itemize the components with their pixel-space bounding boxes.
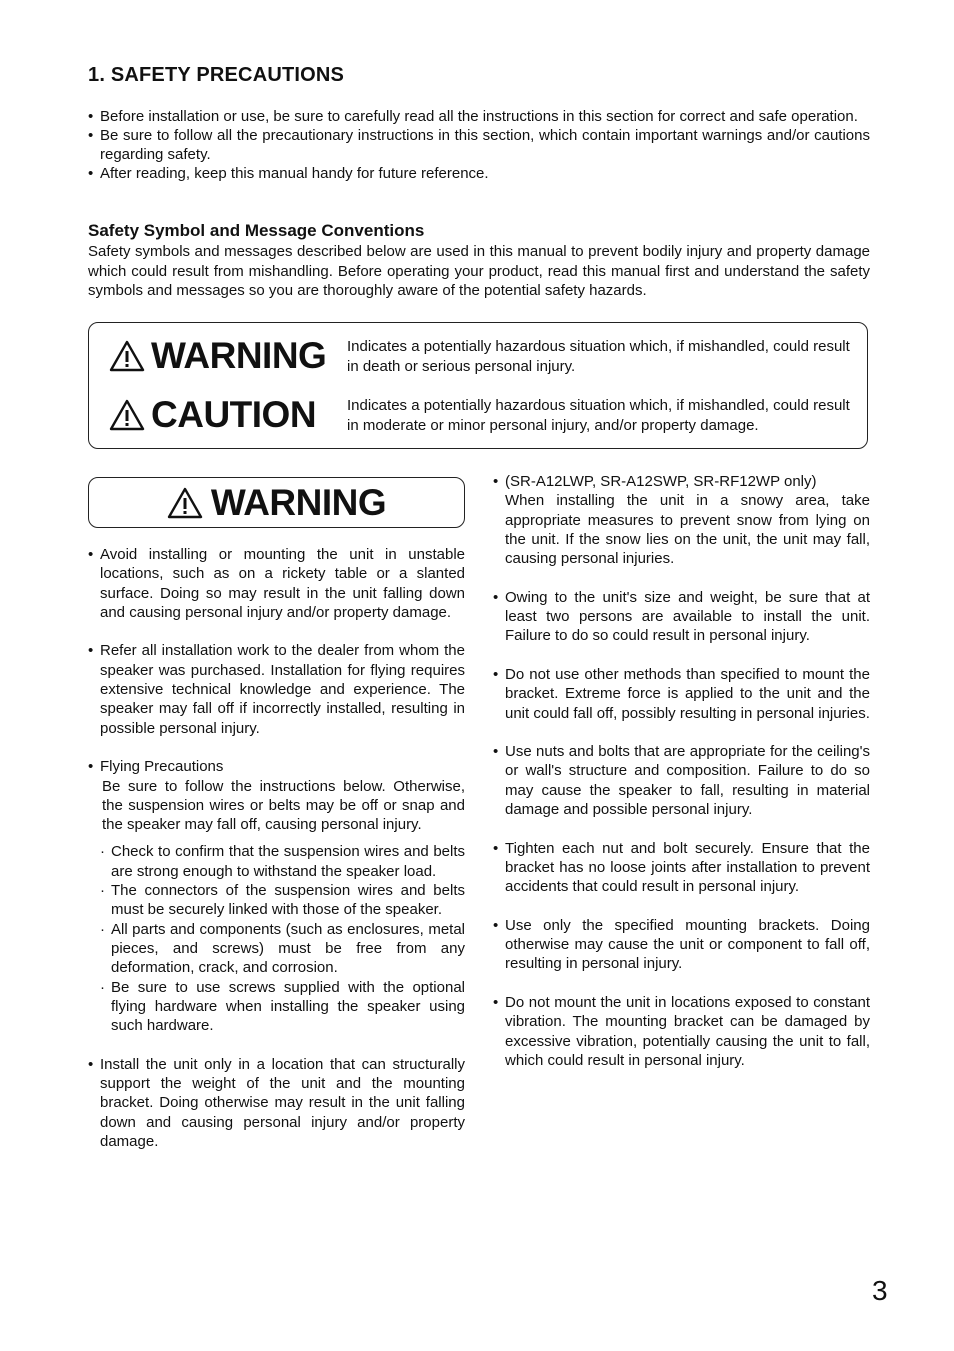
legend-warning-description: Indicates a potentially hazardous situation which, if mishandled, could result in death or serious personal injury. bbox=[347, 338, 850, 375]
warning-bullet: • Install the unit only in a location that can structurally support the weight of the unit and the mounting bracket. Doing otherwise may result in the unit falling down and causing personal injury and/or property damage. bbox=[88, 1055, 465, 1151]
model-note: • (SR-A12LWP, SR-A12SWP, SR-RF12WP only) bbox=[493, 472, 870, 491]
flying-precautions-list bbox=[88, 842, 465, 1035]
section-title: 1. SAFETY PRECAUTIONS bbox=[88, 64, 345, 86]
legend-warning-label: WARNING bbox=[151, 335, 327, 376]
symbol-legend-box bbox=[88, 322, 868, 449]
warning-triangle-icon bbox=[109, 399, 145, 431]
left-column bbox=[88, 545, 465, 1171]
warning-bullet: • Use only the specified mounting brackets. Doing otherwise may cause the unit or component to fall off, resulting in personal injury. bbox=[493, 916, 870, 974]
snow-warning: When installing the unit in a snowy area, take appropriate measures to prevent snow from lying on the unit. If the snow lies on the unit, the unit may fall, causing personal injuries. bbox=[505, 492, 870, 568]
warning-bullet: • Use nuts and bolts that are appropriate for the ceiling's or wall's structure and composition. Failure to do so may cause the speaker to fall, resulting in material damage and possible personal injury. bbox=[493, 742, 870, 819]
legend-caution-label: CAUTION bbox=[151, 394, 317, 435]
warning-heading-box bbox=[88, 477, 465, 528]
conventions-heading: Safety Symbol and Message Conventions bbox=[88, 221, 425, 240]
page-number: 3 bbox=[872, 1275, 888, 1306]
intro-bullet: • Be sure to follow all the precautionary instructions in this section, which contain important warnings and/or cautions regarding safety. bbox=[88, 126, 870, 164]
legend-caution-description: Indicates a potentially hazardous situation which, if mishandled, could result in moderate or minor personal injury, and/or property damage. bbox=[347, 397, 850, 434]
legend-warning bbox=[109, 335, 326, 377]
flying-precaution-item: · Check to confirm that the suspension wires and belts are strong enough to withstand the speaker load. bbox=[88, 842, 465, 881]
conventions-body: Safety symbols and messages described below are used in this manual to prevent bodily injury and property damage which could result from mishandling. Before operating your product, read this manual first and understand the safety symbols and messages so you are thoroughly aware of the potential safety hazards. bbox=[88, 243, 870, 299]
right-column bbox=[493, 472, 870, 1090]
warning-bullet: • Tighten each nut and bolt securely. Ensure that the bracket has no loose joints after installation to prevent accidents that could result in personal injury. bbox=[493, 839, 870, 897]
warning-heading: WARNING bbox=[210, 481, 387, 523]
warning-bullet: • Refer all installation work to the dealer from whom the speaker was purchased. Installation for flying requires extensive technical knowledge and experience. The speaker may fall off if incorrectly installed, resulting in possible personal injury. bbox=[88, 641, 465, 737]
warning-triangle-icon bbox=[167, 487, 203, 519]
warning-triangle-icon bbox=[109, 340, 145, 372]
warning-bullet: • Do not use other methods than specified to mount the bracket. Extreme force is applied to the unit and the unit could fall off, possibly resulting in personal injuries. bbox=[493, 665, 870, 723]
legend-caution bbox=[109, 394, 316, 436]
intro-bullet: • After reading, keep this manual handy for future reference. bbox=[88, 164, 870, 183]
flying-precaution-item: · Be sure to use screws supplied with the optional flying hardware when installing the speaker using such hardware. bbox=[88, 978, 465, 1036]
flying-precaution-item: · All parts and components (such as enclosures, metal pieces, and screws) must be free from any deformation, crack, and corrosion. bbox=[88, 920, 465, 978]
warning-bullet: • Owing to the unit's size and weight, be sure that at least two persons are available to install the unit. Failure to do so could result in personal injury. bbox=[493, 588, 870, 646]
flying-precautions-title: • Flying Precautions bbox=[88, 757, 465, 776]
warning-bullet: • Avoid installing or mounting the unit in unstable locations, such as on a rickety table or a slanted surface. Doing so may result in the unit falling down and causing personal injury and/or property damage. bbox=[88, 545, 465, 622]
flying-precautions-intro: Be sure to follow the instructions below. Otherwise, the suspension wires or belts may be off or snap and the speaker may fall off, causing personal injury. bbox=[102, 777, 465, 834]
intro-bullet: • Before installation or use, be sure to carefully read all the instructions in this section for correct and safe operation. bbox=[88, 107, 870, 126]
flying-precaution-item: · The connectors of the suspension wires and belts must be securely linked with those of the speaker. bbox=[88, 881, 465, 920]
intro-list bbox=[88, 107, 870, 183]
warning-bullet: • Do not mount the unit in locations exposed to constant vibration. The mounting bracket can be damaged by excessive vibration, potentially causing the unit to fall, which could result in personal injury. bbox=[493, 993, 870, 1070]
